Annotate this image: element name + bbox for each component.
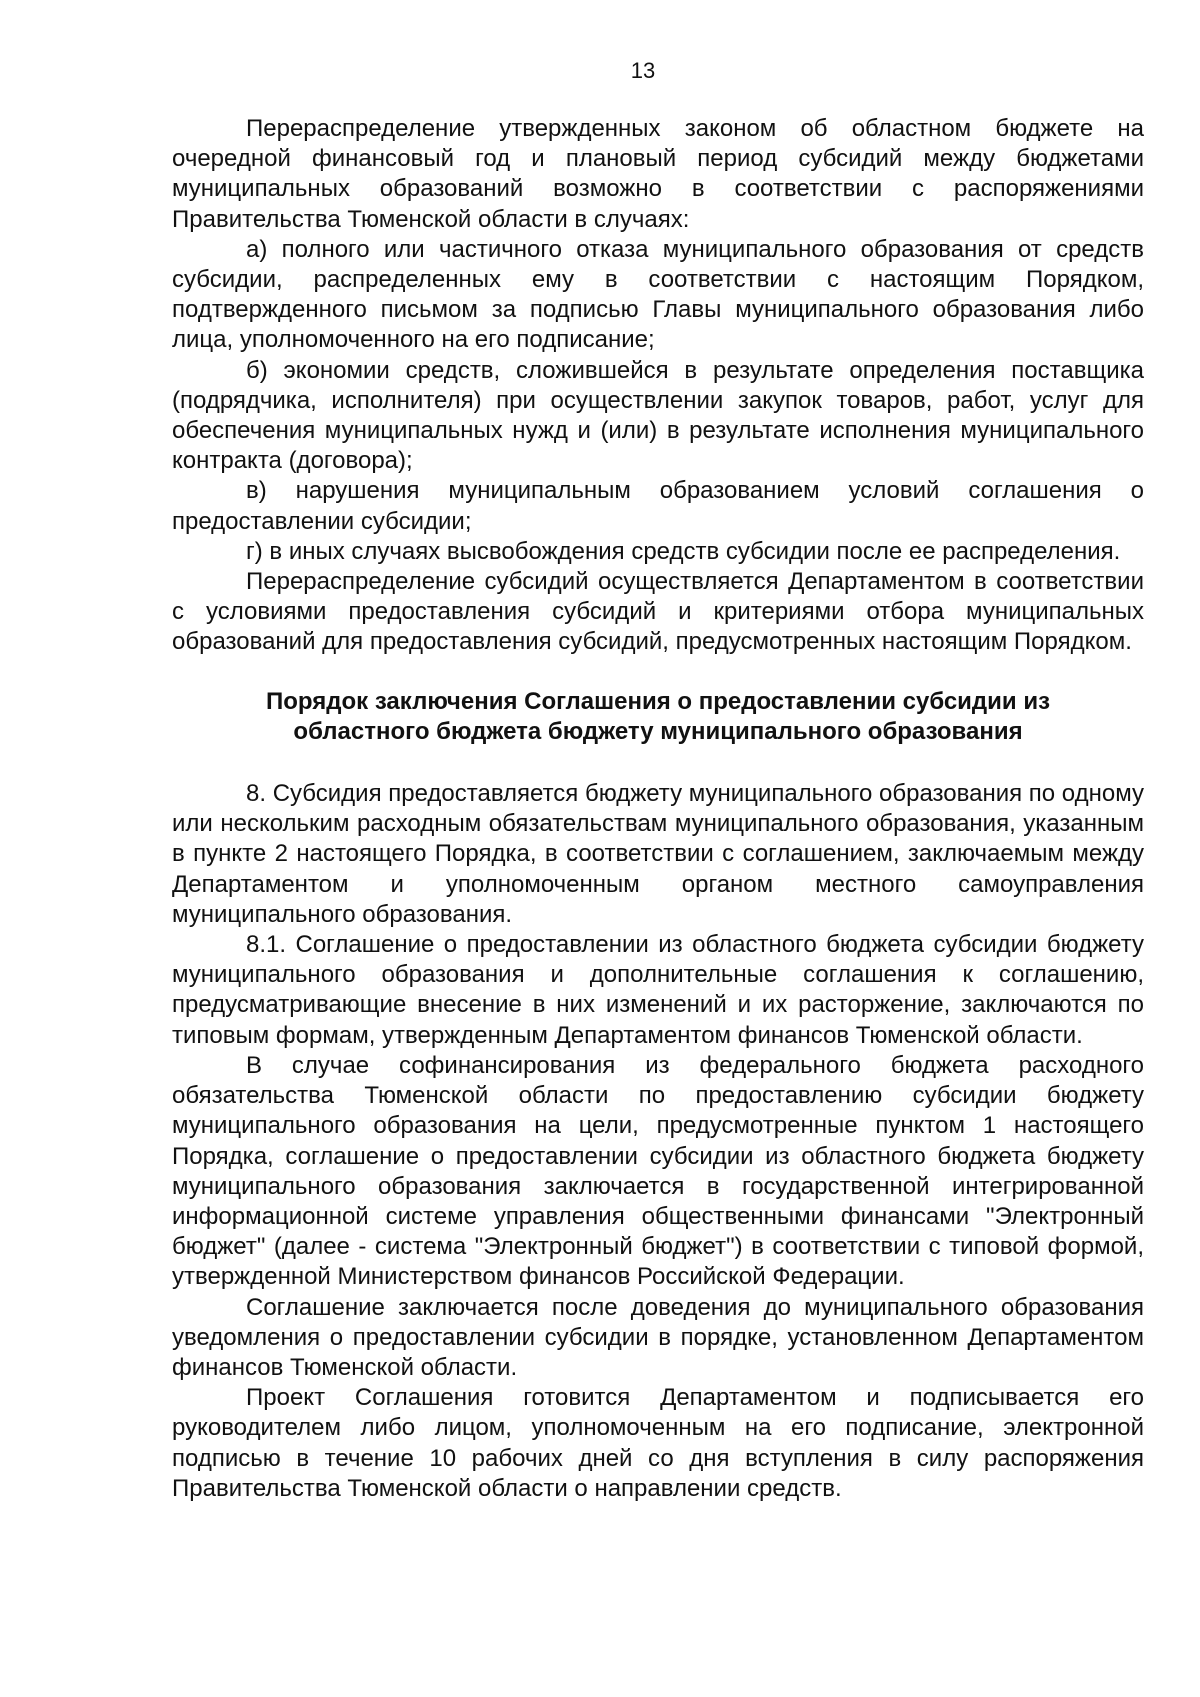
paragraph-redistribution-intro: Перераспределение утвержденных законом об областном бюджете на очередной финансовый год и плановый период субсидий между бюджетами муниципальных образований возможно в соответствии с распоряжениями Правительства Тюменской области в случаях: [172,115,1144,233]
paragraph-case-g: г) в иных случаях высвобождения средств субсидии после ее распределения. [246,537,1121,565]
document-body [172,114,1144,1504]
paragraph-item-8-1: 8.1. Соглашение о предоставлении из областного бюджета субсидии бюджету муниципального образования и дополнительные соглашения к соглашению, предусматривающие внесение в них изменений и их расторжение, заключаются по типовым формам, утвержденным Департаментом финансов Тюменской области. [172,931,1144,1049]
section-heading-line-1: Порядок заключения Соглашения о предоставлении субсидии из [265,687,1051,715]
paragraph-agreement-conclusion: Соглашение заключается после доведения до муниципального образования уведомления о предоставлении субсидии в порядке, установленном Департаментом финансов Тюменской области. [172,1293,1144,1381]
paragraph-item-8: 8. Субсидия предоставляется бюджету муниципального образования по одному или нескольким расходным обязательствам муниципального образования, указанным в пункте 2 настоящего Порядка, в соответствии с соглашением, заключаемым между Департаментом и уполномоченным органом местного самоуправления муниципального образования. [172,780,1144,928]
page-number: 13 [630,58,656,83]
section-heading [172,687,1144,747]
paragraph-cofinancing: В случае софинансирования из федерального бюджета расходного обязательства Тюменской области по предоставлению субсидии бюджету муниципального образования на цели, предусмотренные пунктом 1 настоящего Порядка, соглашение о предоставлении субсидии из областного бюджета бюджету муниципального образования заключается в государственной интегрированной информационной системе управления общественными финансами "Электронный бюджет" (далее - система "Электронный бюджет") в соответствии с типовой формой, утвержденной Министерством финансов Российской Федерации. [172,1051,1144,1291]
paragraph-agreement-draft: Проект Соглашения готовится Департаментом и подписывается его руководителем либо лицом, уполномоченным на его подписание, электронной подписью в течение 10 рабочих дней со дня вступления в силу распоряжения Правительства Тюменской области о направлении средств. [172,1384,1144,1502]
paragraph-redistribution-department: Перераспределение субсидий осуществляется Департаментом в соответствии с условиями предоставления субсидий и критериями отбора муниципальных образований для предоставления субсидий, предусмотренных настоящим Порядком. [172,568,1144,656]
section-heading-line-2: областного бюджета бюджету муниципального образования [293,717,1023,745]
paragraph-case-v: в) нарушения муниципальным образованием условий соглашения о предоставлении субсидии; [172,477,1144,535]
paragraph-case-a: а) полного или частичного отказа муниципального образования от средств субсидии, распределенных ему в соответствии с настоящим Порядком, подтвержденного письмом за подписью Главы муниципального образования либо лица, уполномоченного на его подписание; [172,235,1144,354]
paragraph-case-b: б) экономии средств, сложившейся в результате определения поставщика (подрядчика, исполнителя) при осуществлении закупок товаров, работ, услуг для обеспечения муниципальных нужд и (или) в результате исполнения муниципального контракта (договора); [172,356,1144,475]
